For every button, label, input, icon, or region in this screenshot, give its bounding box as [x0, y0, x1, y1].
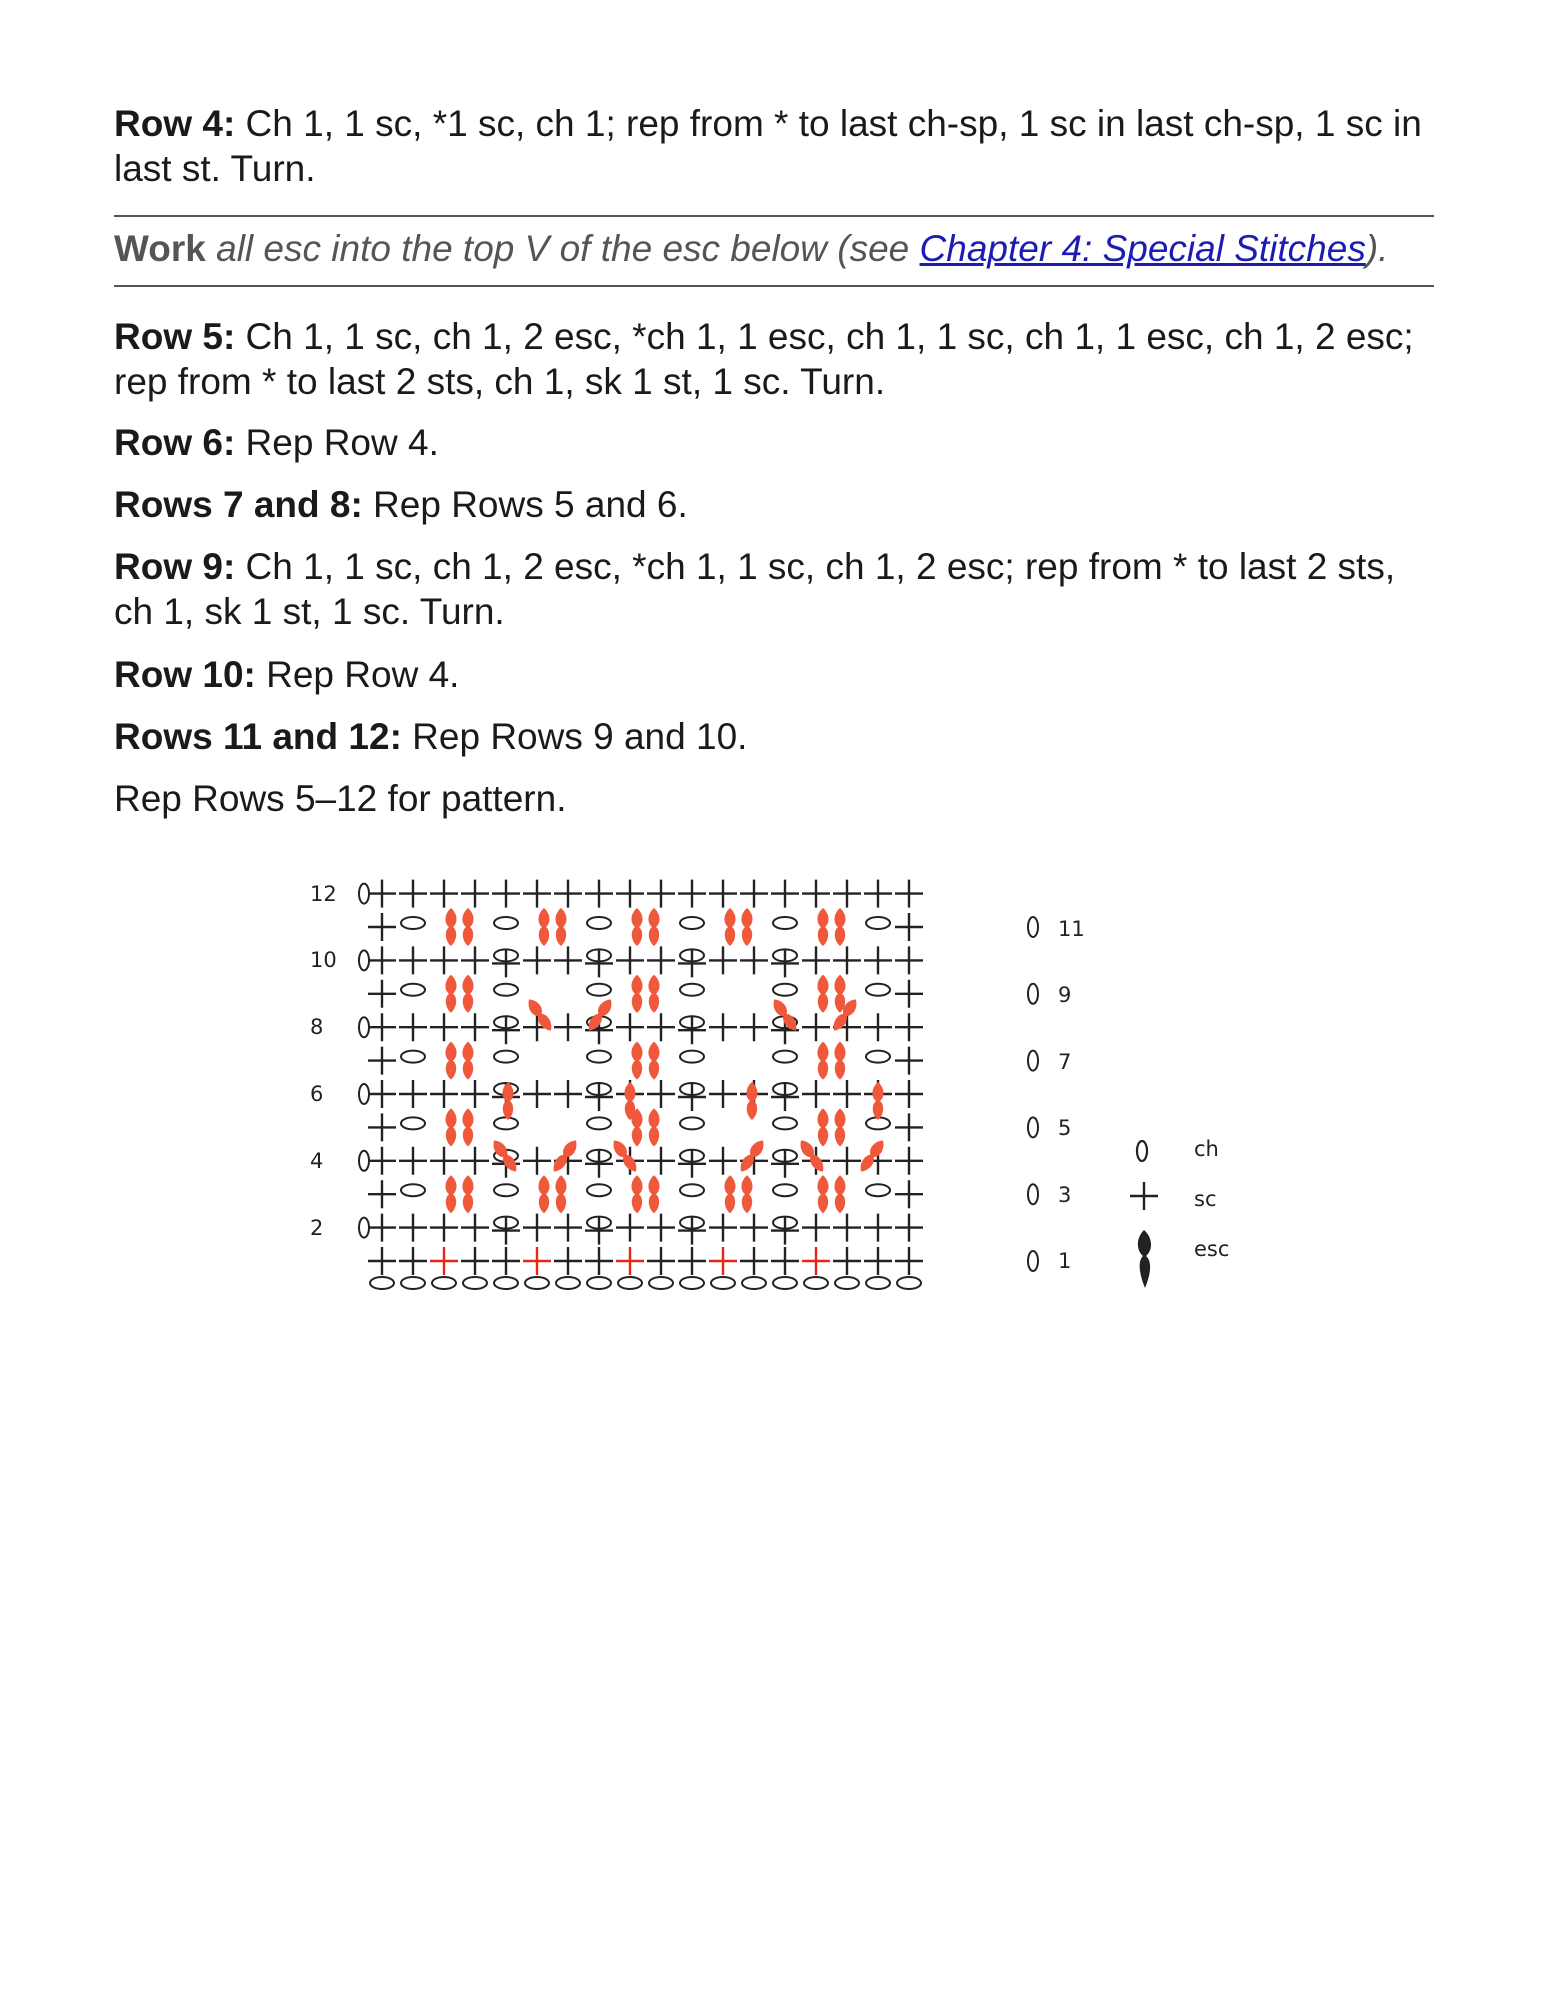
- row-label-left: 10: [310, 948, 337, 972]
- paragraph-row-6: Row 6: Rep Row 4.: [114, 422, 439, 463]
- ch-stitch: [866, 917, 890, 929]
- sc-stitch: [368, 1180, 396, 1208]
- paragraph-row-10: Row 10: Rep Row 4.: [114, 654, 460, 695]
- sc-stitch: [864, 1214, 892, 1242]
- esc-stitch: [462, 975, 473, 1013]
- sc-stitch: [461, 1214, 489, 1242]
- ch-stitch: [680, 1277, 704, 1289]
- sc-stitch: [368, 1047, 396, 1075]
- sc-stitch: [833, 1214, 861, 1242]
- esc-symbol-icon: [1138, 1230, 1151, 1288]
- sc-stitch: [399, 1214, 427, 1242]
- ch-stitch: [866, 1184, 890, 1196]
- row-label-left: 2: [310, 1216, 324, 1240]
- sc-stitch: [833, 1080, 861, 1108]
- sc-stitch: [709, 1147, 737, 1175]
- ch-stitch: [866, 1051, 890, 1063]
- ch-stitch: [359, 884, 369, 904]
- ch-stitch: [432, 1277, 456, 1289]
- sc-stitch: [647, 1147, 675, 1175]
- sc-stitch: [523, 946, 551, 974]
- esc-stitch: [834, 1042, 845, 1080]
- ch-stitch: [773, 984, 797, 996]
- sc-stitch: [709, 1214, 737, 1242]
- esc-stitch: [746, 1082, 757, 1120]
- esc-stitch: [857, 1137, 888, 1174]
- sc-stitch: [430, 1013, 458, 1041]
- sc-stitch: [430, 1214, 458, 1242]
- sc-stitch: [368, 1080, 396, 1108]
- ch-stitch: [897, 1277, 921, 1289]
- legend-label-ch: ch: [1194, 1137, 1219, 1161]
- sc-stitch: [895, 1080, 923, 1108]
- sc-stitch: [585, 1217, 613, 1245]
- sc-stitch: [368, 1214, 396, 1242]
- sc-stitch: [771, 1217, 799, 1245]
- sc-stitch: [895, 1013, 923, 1041]
- sc-stitch: [740, 1013, 768, 1041]
- sc-stitch: [554, 880, 582, 908]
- sc-stitch: [554, 1214, 582, 1242]
- sc-stitch: [616, 946, 644, 974]
- ch-stitch: [359, 1151, 369, 1171]
- sc-stitch: [616, 1214, 644, 1242]
- esc-stitch: [724, 1175, 735, 1213]
- sc-stitch: [864, 1013, 892, 1041]
- sc-stitch: [616, 1013, 644, 1041]
- esc-stitch: [817, 975, 828, 1013]
- sc-stitch: [554, 1080, 582, 1108]
- paragraph-repeat: Rep Rows 5–12 for pattern.: [114, 778, 567, 819]
- sc-stitch: [461, 946, 489, 974]
- sc-stitch: [585, 880, 613, 908]
- row-label-right: 3: [1058, 1183, 1072, 1207]
- ch-stitch: [463, 1277, 487, 1289]
- sc-stitch: [833, 946, 861, 974]
- sc-stitch: [709, 1080, 737, 1108]
- esc-stitch: [445, 1108, 456, 1146]
- sc-stitch: [678, 880, 706, 908]
- sc-stitch: [709, 880, 737, 908]
- legend-label-esc: esc: [1194, 1237, 1230, 1261]
- ch-stitch: [587, 1184, 611, 1196]
- sc-stitch: [430, 1080, 458, 1108]
- esc-stitch: [648, 1042, 659, 1080]
- sc-stitch: [802, 1013, 830, 1041]
- row-label-right: 7: [1058, 1050, 1072, 1074]
- paragraph-row-5: Row 5: Ch 1, 1 sc, ch 1, 2 esc, *ch 1, 1 esc, ch 1, 1 sc, ch 1, 1 esc, ch 1, 2 esc; rep from * to last 2 sts, ch 1, sk 1 st, 1 sc. Turn.: [114, 316, 1414, 402]
- ch-stitch: [587, 984, 611, 996]
- sc-stitch: [616, 1247, 644, 1275]
- paragraph-rows-7-8: Rows 7 and 8: Rep Rows 5 and 6.: [114, 484, 688, 525]
- sc-stitch: [585, 1247, 613, 1275]
- chart-legend: [1130, 1137, 1229, 1288]
- ch-stitch: [401, 1184, 425, 1196]
- esc-stitch: [741, 1175, 752, 1213]
- ch-stitch: [359, 1218, 369, 1238]
- esc-stitch: [445, 975, 456, 1013]
- sc-stitch: [771, 949, 799, 977]
- sc-stitch: [833, 880, 861, 908]
- sc-stitch: [430, 946, 458, 974]
- chart-grid: [359, 880, 1038, 1289]
- ch-stitch: [649, 1277, 673, 1289]
- esc-stitch: [834, 1175, 845, 1213]
- esc-stitch: [631, 908, 642, 946]
- row-label-left: 6: [310, 1082, 324, 1106]
- ch-stitch: [773, 917, 797, 929]
- ch-stitch: [1028, 917, 1038, 937]
- ch-symbol-icon: [1137, 1141, 1147, 1161]
- sc-stitch: [678, 1016, 706, 1044]
- esc-stitch: [834, 975, 845, 1013]
- sc-stitch: [399, 1147, 427, 1175]
- ch-stitch: [401, 917, 425, 929]
- sc-stitch: [461, 1247, 489, 1275]
- sc-stitch: [895, 946, 923, 974]
- esc-stitch: [502, 1082, 513, 1120]
- ch-stitch: [618, 1277, 642, 1289]
- sc-stitch: [492, 1217, 520, 1245]
- sc-stitch: [740, 880, 768, 908]
- sc-stitch: [802, 1247, 830, 1275]
- sc-stitch: [368, 980, 396, 1008]
- row-label-left: 4: [310, 1149, 324, 1173]
- esc-stitch: [631, 1042, 642, 1080]
- ch-stitch: [1028, 1251, 1038, 1271]
- ch-stitch: [835, 1277, 859, 1289]
- sc-stitch: [895, 1180, 923, 1208]
- ch-stitch: [587, 1117, 611, 1129]
- sc-stitch: [368, 1113, 396, 1141]
- sc-stitch: [585, 1083, 613, 1111]
- sc-stitch: [740, 1247, 768, 1275]
- paragraph-rows-11-12: Rows 11 and 12: Rep Rows 9 and 10.: [114, 716, 748, 757]
- sc-stitch: [492, 949, 520, 977]
- row-label-left: 12: [310, 882, 337, 906]
- esc-stitch: [872, 1082, 883, 1120]
- sc-stitch: [895, 1214, 923, 1242]
- sc-stitch: [461, 1013, 489, 1041]
- sc-stitch: [523, 1247, 551, 1275]
- esc-stitch: [817, 908, 828, 946]
- esc-stitch: [631, 1175, 642, 1213]
- ch-stitch: [525, 1277, 549, 1289]
- ch-stitch: [1028, 1051, 1038, 1071]
- row-label-right: 1: [1058, 1249, 1072, 1273]
- row-label-left: 8: [310, 1015, 324, 1039]
- sc-stitch: [647, 1247, 675, 1275]
- ch-stitch: [866, 984, 890, 996]
- sc-stitch: [802, 946, 830, 974]
- esc-stitch: [817, 1042, 828, 1080]
- ch-stitch: [680, 1184, 704, 1196]
- sc-stitch: [771, 1083, 799, 1111]
- sc-stitch: [864, 946, 892, 974]
- esc-stitch: [462, 1042, 473, 1080]
- esc-stitch: [834, 908, 845, 946]
- ch-stitch: [556, 1277, 580, 1289]
- sc-stitch: [802, 1080, 830, 1108]
- esc-stitch: [817, 1175, 828, 1213]
- ch-stitch: [494, 984, 518, 996]
- sc-stitch: [585, 1150, 613, 1178]
- sc-stitch: [895, 1247, 923, 1275]
- sc-stitch: [492, 1016, 520, 1044]
- ch-stitch: [1028, 1117, 1038, 1137]
- esc-stitch: [550, 1137, 581, 1174]
- sc-stitch: [461, 1147, 489, 1175]
- sc-stitch: [554, 1013, 582, 1041]
- legend-label-sc: sc: [1194, 1187, 1217, 1211]
- esc-stitch: [555, 1175, 566, 1213]
- ch-stitch: [587, 1277, 611, 1289]
- ch-stitch: [494, 1117, 518, 1129]
- sc-stitch: [430, 1147, 458, 1175]
- sc-stitch: [895, 880, 923, 908]
- sc-stitch: [647, 946, 675, 974]
- sc-stitch: [368, 1247, 396, 1275]
- sc-stitch: [523, 1080, 551, 1108]
- sc-stitch: [678, 949, 706, 977]
- esc-stitch: [555, 908, 566, 946]
- sc-stitch: [895, 1113, 923, 1141]
- esc-stitch: [737, 1137, 768, 1174]
- ch-stitch: [804, 1277, 828, 1289]
- ch-stitch: [587, 917, 611, 929]
- sc-stitch: [492, 1247, 520, 1275]
- sc-stitch: [802, 880, 830, 908]
- sc-stitch: [771, 1247, 799, 1275]
- row-label-right: 11: [1058, 917, 1085, 941]
- sc-stitch: [523, 1214, 551, 1242]
- esc-stitch: [538, 1175, 549, 1213]
- chart-row-labels: [310, 882, 1085, 1273]
- sc-stitch: [492, 880, 520, 908]
- ch-stitch: [401, 1117, 425, 1129]
- esc-stitch: [648, 975, 659, 1013]
- ch-stitch: [587, 1051, 611, 1063]
- sc-stitch: [678, 1150, 706, 1178]
- chapter-4-link[interactable]: Chapter 4: Special Stitches: [919, 228, 1366, 269]
- sc-stitch: [554, 1247, 582, 1275]
- esc-stitch: [648, 1175, 659, 1213]
- sc-stitch: [430, 880, 458, 908]
- sc-stitch: [895, 980, 923, 1008]
- sc-stitch: [740, 946, 768, 974]
- esc-stitch: [445, 908, 456, 946]
- sc-stitch: [523, 880, 551, 908]
- ch-stitch: [1028, 1184, 1038, 1204]
- sc-stitch: [771, 1150, 799, 1178]
- sc-stitch: [833, 1147, 861, 1175]
- ch-stitch: [359, 950, 369, 970]
- sc-stitch: [647, 880, 675, 908]
- esc-stitch: [648, 1108, 659, 1146]
- ch-stitch: [773, 1277, 797, 1289]
- sc-stitch: [461, 1080, 489, 1108]
- esc-stitch: [648, 908, 659, 946]
- ch-stitch: [359, 1017, 369, 1037]
- sc-stitch: [647, 1013, 675, 1041]
- ch-stitch: [680, 984, 704, 996]
- chart-esc-stitches: [445, 908, 887, 1213]
- sc-stitch: [678, 1217, 706, 1245]
- ch-stitch: [773, 1184, 797, 1196]
- sc-stitch: [368, 946, 396, 974]
- sc-stitch: [399, 1080, 427, 1108]
- sc-stitch: [616, 880, 644, 908]
- esc-stitch: [834, 1108, 845, 1146]
- sc-stitch: [678, 1083, 706, 1111]
- esc-stitch: [741, 908, 752, 946]
- esc-stitch: [462, 908, 473, 946]
- ch-stitch: [370, 1277, 394, 1289]
- sc-stitch: [523, 1147, 551, 1175]
- esc-stitch: [631, 975, 642, 1013]
- sc-stitch: [709, 946, 737, 974]
- ch-stitch: [680, 917, 704, 929]
- esc-stitch: [624, 1082, 635, 1120]
- esc-stitch: [445, 1042, 456, 1080]
- row-label-right: 9: [1058, 983, 1072, 1007]
- sc-stitch: [368, 1013, 396, 1041]
- sc-stitch: [430, 1247, 458, 1275]
- sc-stitch: [399, 1247, 427, 1275]
- esc-stitch: [462, 1108, 473, 1146]
- esc-stitch: [462, 1175, 473, 1213]
- sc-stitch: [864, 1247, 892, 1275]
- sc-stitch: [368, 1147, 396, 1175]
- ch-stitch: [494, 1277, 518, 1289]
- sc-stitch: [895, 1147, 923, 1175]
- ch-stitch: [773, 1117, 797, 1129]
- sc-stitch: [368, 880, 396, 908]
- sc-stitch: [771, 880, 799, 908]
- ch-stitch: [401, 984, 425, 996]
- ch-stitch: [494, 917, 518, 929]
- ch-stitch: [680, 1051, 704, 1063]
- row-label-right: 5: [1058, 1116, 1072, 1140]
- ch-stitch: [401, 1051, 425, 1063]
- sc-stitch: [399, 880, 427, 908]
- sc-stitch: [368, 913, 396, 941]
- sc-stitch: [895, 1047, 923, 1075]
- ch-stitch: [742, 1277, 766, 1289]
- esc-stitch: [445, 1175, 456, 1213]
- ch-stitch: [1028, 984, 1038, 1004]
- sc-stitch: [585, 949, 613, 977]
- sc-stitch: [647, 1214, 675, 1242]
- special-stitches-note: Work all esc into the top V of the esc below (see Chapter 4: Special Stitches).: [114, 228, 1389, 269]
- sc-stitch: [895, 913, 923, 941]
- sc-stitch: [399, 1013, 427, 1041]
- esc-stitch: [538, 908, 549, 946]
- esc-stitch: [724, 908, 735, 946]
- sc-stitch: [709, 1247, 737, 1275]
- paragraph-row-9: Row 9: Ch 1, 1 sc, ch 1, 2 esc, *ch 1, 1 sc, ch 1, 2 esc; rep from * to last 2 sts, ch 1, sk 1 st, 1 sc. Turn.: [114, 546, 1396, 632]
- esc-stitch: [817, 1108, 828, 1146]
- sc-stitch: [678, 1247, 706, 1275]
- ch-stitch: [711, 1277, 735, 1289]
- sc-symbol-icon: [1130, 1182, 1158, 1210]
- sc-stitch: [554, 946, 582, 974]
- sc-stitch: [802, 1214, 830, 1242]
- sc-stitch: [461, 880, 489, 908]
- sc-stitch: [833, 1247, 861, 1275]
- sc-stitch: [399, 946, 427, 974]
- sc-stitch: [647, 1080, 675, 1108]
- ch-stitch: [359, 1084, 369, 1104]
- ch-stitch: [494, 1051, 518, 1063]
- paragraph-row-4: Row 4: Ch 1, 1 sc, *1 sc, ch 1; rep from * to last ch-sp, 1 sc in last ch-sp, 1 sc in last st. Turn.: [114, 103, 1422, 189]
- sc-stitch: [740, 1214, 768, 1242]
- ch-stitch: [680, 1117, 704, 1129]
- ch-stitch: [866, 1277, 890, 1289]
- ch-stitch: [494, 1184, 518, 1196]
- ch-stitch: [401, 1277, 425, 1289]
- sc-stitch: [709, 1013, 737, 1041]
- sc-stitch: [864, 880, 892, 908]
- ch-stitch: [773, 1051, 797, 1063]
